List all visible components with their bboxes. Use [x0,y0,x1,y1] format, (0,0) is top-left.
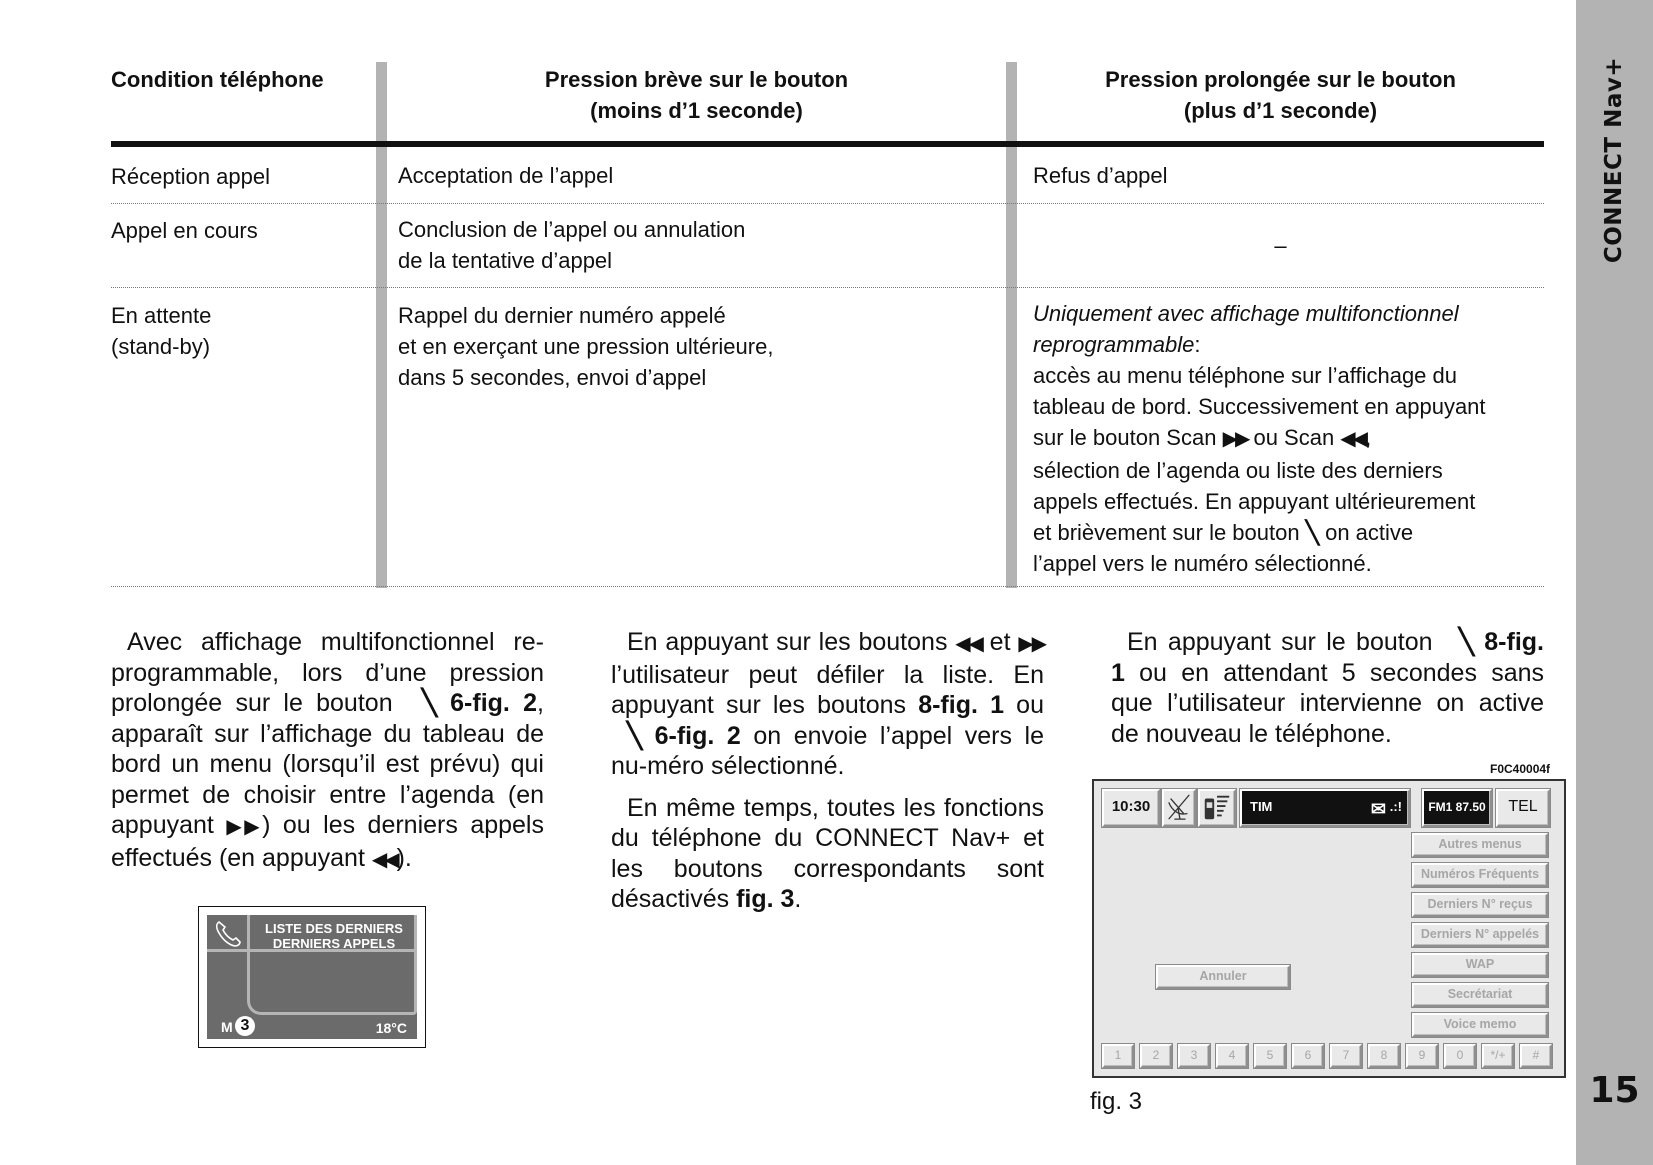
cell-line: de la tentative d’appel [398,248,613,273]
text: et brièvement sur le bouton [1033,520,1306,545]
figure-reference: 6-fig. 2 [654,721,741,750]
menu-button-numeros-frequents[interactable]: Numéros Fréquents [1412,863,1548,887]
text: ou Scan [1247,425,1341,450]
cell-line: accès au menu téléphone sur l’affichage du [1033,363,1457,388]
display-line [207,949,249,952]
satellite-dish-icon [1162,789,1196,827]
cell-line: sélection de l’agenda ou liste des derniers [1033,458,1443,483]
radio-frequency: FM1 87.50 [1422,789,1492,827]
menu-button-secretariat[interactable]: Secrétariat [1412,983,1548,1007]
table-row-2-condition: Appel en cours [111,218,258,243]
keypad-key-8[interactable]: 8 [1368,1044,1400,1068]
text: En appuyant sur le bouton [1127,628,1443,656]
envelope-icon: ✉ [1370,799,1386,819]
cell-line: Rappel du dernier numéro appelé [398,303,726,328]
chapter-sidebar [1576,0,1653,1165]
display-title [251,921,417,951]
header-condition: Condition téléphone [111,67,324,92]
text: En appuyant sur les boutons [627,628,956,656]
text: et [981,628,1019,656]
phone-handset-icon: ╲ [1458,628,1474,656]
text: ou [1004,691,1044,719]
keypad-key-hash[interactable]: # [1520,1044,1552,1068]
operator-display [1240,789,1410,827]
phone-handset-icon [213,919,243,949]
text: ou en attendant 5 secondes sans que l’utilisateur intervienne on active de nouveau le téléphone. [1111,658,1544,748]
table-row-1-long: Refus d’appel [1033,163,1168,188]
figure-3-caption: fig. 3 [1090,1088,1143,1115]
phone-signal-icon [1201,791,1233,823]
text: Avec affichage multifonctionnel re-programmable, lors d’une pression prolongée sur le bouton [111,628,544,717]
display-title-line: LISTE DES DERNIERS [265,921,403,936]
cell-line [1033,517,1533,548]
cell-line: tableau de bord. Successivement en appuyant [1033,394,1486,419]
row-divider [111,203,1544,204]
cell-line: Uniquement avec affichage multifonctionnel [1033,301,1459,326]
table-row-1-short: Acceptation de l’appel [398,163,614,188]
figure-reference: fig. 3 [736,885,795,913]
keypad-key-1[interactable]: 1 [1102,1044,1134,1068]
menu-button-derniers-appeles[interactable]: Derniers N° appelés [1412,923,1548,947]
menu-button-derniers-recus[interactable]: Derniers N° reçus [1412,893,1548,917]
paragraph [611,793,1044,915]
menu-button-wap[interactable]: WAP [1412,953,1548,977]
text: sur le bouton Scan [1033,425,1223,450]
cell-line: appels effectués. En appuyant ultérieurement [1033,489,1476,514]
chapter-title [1576,0,1653,290]
table-row-3-condition [111,300,211,362]
cell-line: En attente [111,303,212,328]
text: En même temps, toutes les fonctions du téléphone du CONNECT Nav+ et les boutons correspondants sont désactivés [611,793,1044,913]
keypad-key-3[interactable]: 3 [1178,1044,1210,1068]
colon: : [1194,332,1201,357]
header-long-press [1017,64,1544,126]
figure-reference: 6-fig. 2 [450,689,538,717]
paragraph [1111,627,1544,749]
header-short-press [387,64,1006,126]
body-column-2 [611,627,1044,926]
text: , [1365,425,1372,450]
keypad-key-star-plus[interactable]: */+ [1482,1044,1514,1068]
chapter-title-text: CONNECT Nav+ [1601,56,1627,264]
table-row-3-long [1033,298,1533,579]
signal-strength-icon [1198,789,1236,827]
forward-icon: ▶▶ [226,816,263,838]
cell-line [1033,422,1533,455]
header-long-press-line2: (plus d’1 seconde) [1183,98,1378,123]
figure-reference: 8-fig. 1 [1111,628,1544,687]
figure-code: F0C40004f [1490,762,1551,776]
cell-line: (stand-by) [111,334,211,359]
display-screen [207,915,417,1039]
cell-line: reprogrammable [1033,332,1195,357]
keypad-key-7[interactable]: 7 [1330,1044,1362,1068]
display-title-line: DERNIERS APPELS [272,936,396,951]
keypad-key-4[interactable]: 4 [1216,1044,1248,1068]
operator-name: TIM [1250,799,1273,814]
rewind-icon: ◀◀ [371,848,397,871]
header-short-press-line2: (moins d’1 seconde) [590,98,803,123]
menu-button-voice-memo[interactable]: Voice memo [1412,1013,1548,1037]
text: ). [396,843,412,872]
keypad-key-5[interactable]: 5 [1254,1044,1286,1068]
tel-mode-button[interactable]: TEL [1496,789,1550,827]
text: on active [1318,520,1414,545]
table-row-2-long: – [1274,233,1287,258]
cancel-button[interactable]: Annuler [1156,965,1290,989]
keypad-key-2[interactable]: 2 [1140,1044,1172,1068]
body-column-1 [111,627,544,886]
table-row-1-condition: Réception appel [111,164,271,189]
body-column-3 [1111,627,1544,760]
row-divider [111,586,1544,587]
text: . [794,885,802,913]
figure-reference: 8-fig. 1 [918,691,1004,719]
figure-3-screen [1092,779,1566,1078]
forward-icon: ▶▶ [1018,633,1045,655]
page-number: 15 [1589,1070,1640,1111]
clock: 10:30 [1102,789,1160,827]
menu-button-autres-menus[interactable]: Autres menus [1412,833,1548,857]
mode-letter: M [221,1019,233,1035]
cell-line: l’appel vers le numéro sélectionné. [1033,551,1372,576]
keypad-key-9[interactable]: 9 [1406,1044,1438,1068]
text: ) ou les derniers appels effectués (en appuyant [111,811,544,872]
phone-handset-icon: ╲ [421,689,437,717]
forward-icon: ▶▶ [1222,428,1248,450]
phone-button-table [111,62,1544,588]
table-row-2-short [398,214,745,276]
rewind-icon: ◀◀ [955,633,982,655]
header-short-press-line1: Pression brève sur le bouton [544,67,849,92]
paragraph [611,627,1044,782]
figure-2-display [198,906,426,1048]
temperature: 18°C [375,1020,407,1036]
row-divider [111,287,1544,288]
paragraph [111,627,544,875]
text: l’utilisateur peut défiler la liste. En appuyant sur les boutons [611,660,1044,719]
phone-handset-icon: ╲ [627,721,643,750]
text: on envoie l’appel vers le nu-méro sélectionné. [611,721,1044,780]
header-rule [111,141,1544,147]
cell-line: dans 5 secondes, envoi d’appel [398,365,707,390]
phone-handset-icon: ╲ [1305,520,1319,545]
mode-number-badge: 3 [235,1016,255,1036]
cell-line: Conclusion de l’appel ou annulation [398,217,746,242]
rewind-icon: ◀◀ [1340,428,1366,450]
cell-line: et en exerçant une pression ultérieure, [398,334,774,359]
keypad-key-0[interactable]: 0 [1444,1044,1476,1068]
text: , apparaît sur l’affichage du tableau de bord un menu (lorsqu’il est prévu) qui permet de choisir entre l’agenda (en appuyant [111,689,544,839]
keypad-key-6[interactable]: 6 [1292,1044,1324,1068]
signal-indicator-icon: .:! [1389,799,1402,814]
header-long-press-line1: Pression prolongée sur le bouton [1105,67,1456,92]
gps-off-icon [1165,791,1193,823]
table-row-3-short [398,300,773,393]
